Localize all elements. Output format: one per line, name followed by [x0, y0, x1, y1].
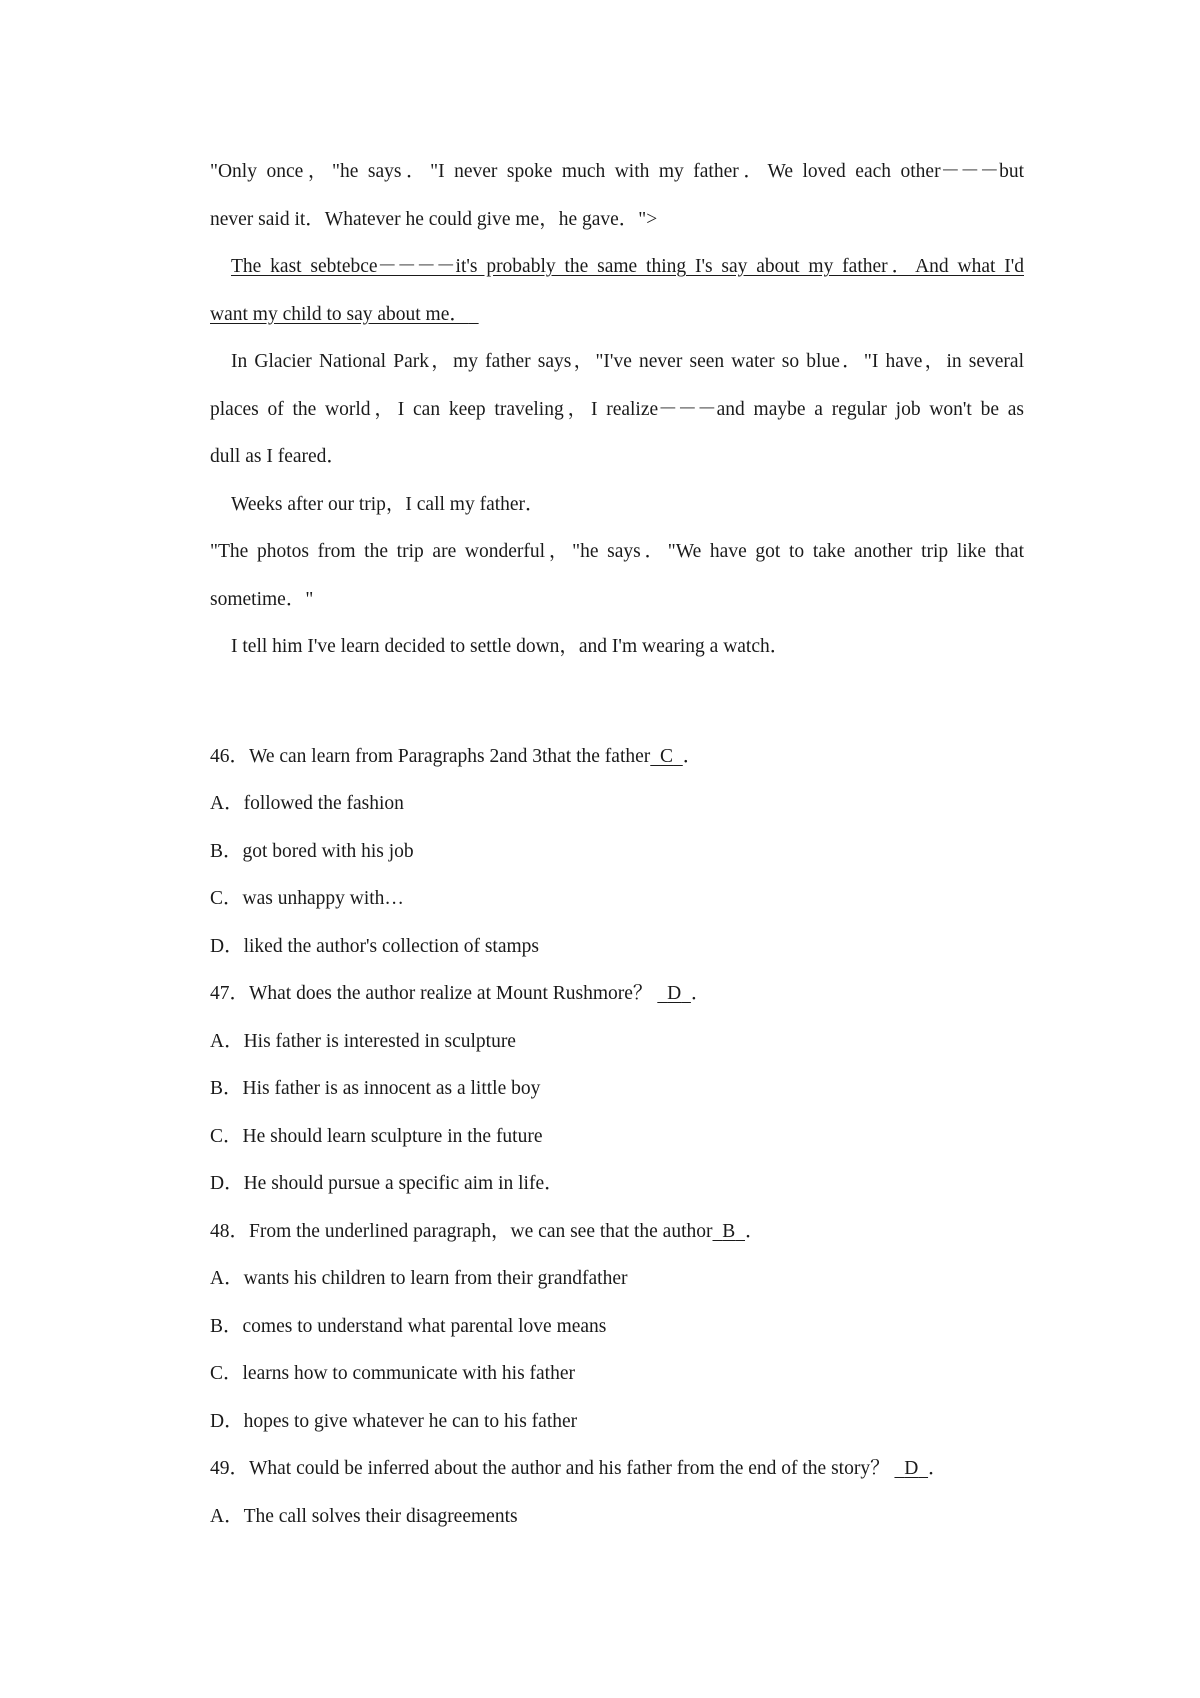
answer-blank: C [660, 745, 674, 767]
option-d: D．hopes to give whatever he can to his father [210, 1410, 578, 1432]
passage-line: I tell him I've learn decided to settle down，and I'm wearing a watch． [231, 636, 790, 657]
option-a: A．The call solves their disagreements [210, 1505, 518, 1527]
option-d: D．liked the author's collection of stamps [210, 935, 539, 957]
passage-line: Weeks after our trip，I call my father． [231, 493, 545, 515]
question-46 [210, 733, 1024, 971]
passage-line-underlined [210, 243, 1024, 291]
passage-line: never said it．Whatever he could give me，he gave．"> [210, 208, 658, 230]
answer-blank: D [904, 1458, 919, 1479]
option-c: C．was unhappy with… [210, 888, 404, 909]
reading-passage [210, 148, 1024, 671]
option-c: C．learns how to communicate with his father [210, 1363, 575, 1384]
section-spacer [210, 671, 1024, 733]
page-content [210, 148, 1024, 1540]
answer-blank: B [722, 1220, 736, 1242]
passage-line-underlined [210, 291, 1024, 339]
option-c: C．He should learn sculpture in the future [210, 1125, 543, 1147]
option-b: B．comes to understand what parental love means [210, 1315, 607, 1337]
answer-blank: D [667, 983, 682, 1004]
passage-line: "Only once，"he says．"I never spoke much with my father．We loved each other－－－but [210, 161, 1024, 182]
question-list [210, 733, 1024, 1541]
option-a: A．followed the fashion [210, 793, 404, 814]
passage-line: dull as I feared． [210, 446, 346, 467]
underlined-text: The kast sebtebce－－－－it's probably the same thing I's say about my father．And what I'd [231, 256, 1024, 277]
question-stem: 47．What does the author realize at Mount Rushmore？ D ． [210, 970, 1024, 1018]
question-48 [210, 1208, 1024, 1446]
passage-line: places of the world，I can keep traveling，I realize－－－and maybe a regular job won't be as [210, 398, 1024, 420]
option-b: B．His father is as innocent as a little boy [210, 1078, 541, 1099]
option-d: D．He should pursue a specific aim in life． [210, 1173, 564, 1194]
passage-line: "The photos from the trip are wonderful，"he says．"We have got to take another trip like that [210, 541, 1024, 562]
passage-line: In Glacier National Park，my father says，"I've never seen water so blue．"I have，in several [231, 351, 1024, 372]
question-49 [210, 1445, 1024, 1540]
option-a: A．wants his children to learn from their grandfather [210, 1268, 628, 1289]
question-stem: 46．We can learn from Paragraphs 2and 3that the father C ． [210, 733, 1024, 781]
option-a: A．His father is interested in sculpture [210, 1030, 516, 1052]
passage-line: sometime．" [210, 588, 314, 610]
question-stem: 49．What could be inferred about the author and his father from the end of the story？ D ． [210, 1445, 1024, 1493]
question-47 [210, 970, 1024, 1208]
question-stem: 48．From the underlined paragraph，we can see that the author B ． [210, 1208, 1024, 1256]
option-b: B．got bored with his job [210, 840, 414, 862]
underlined-text: want my child to say about me． [210, 303, 469, 325]
